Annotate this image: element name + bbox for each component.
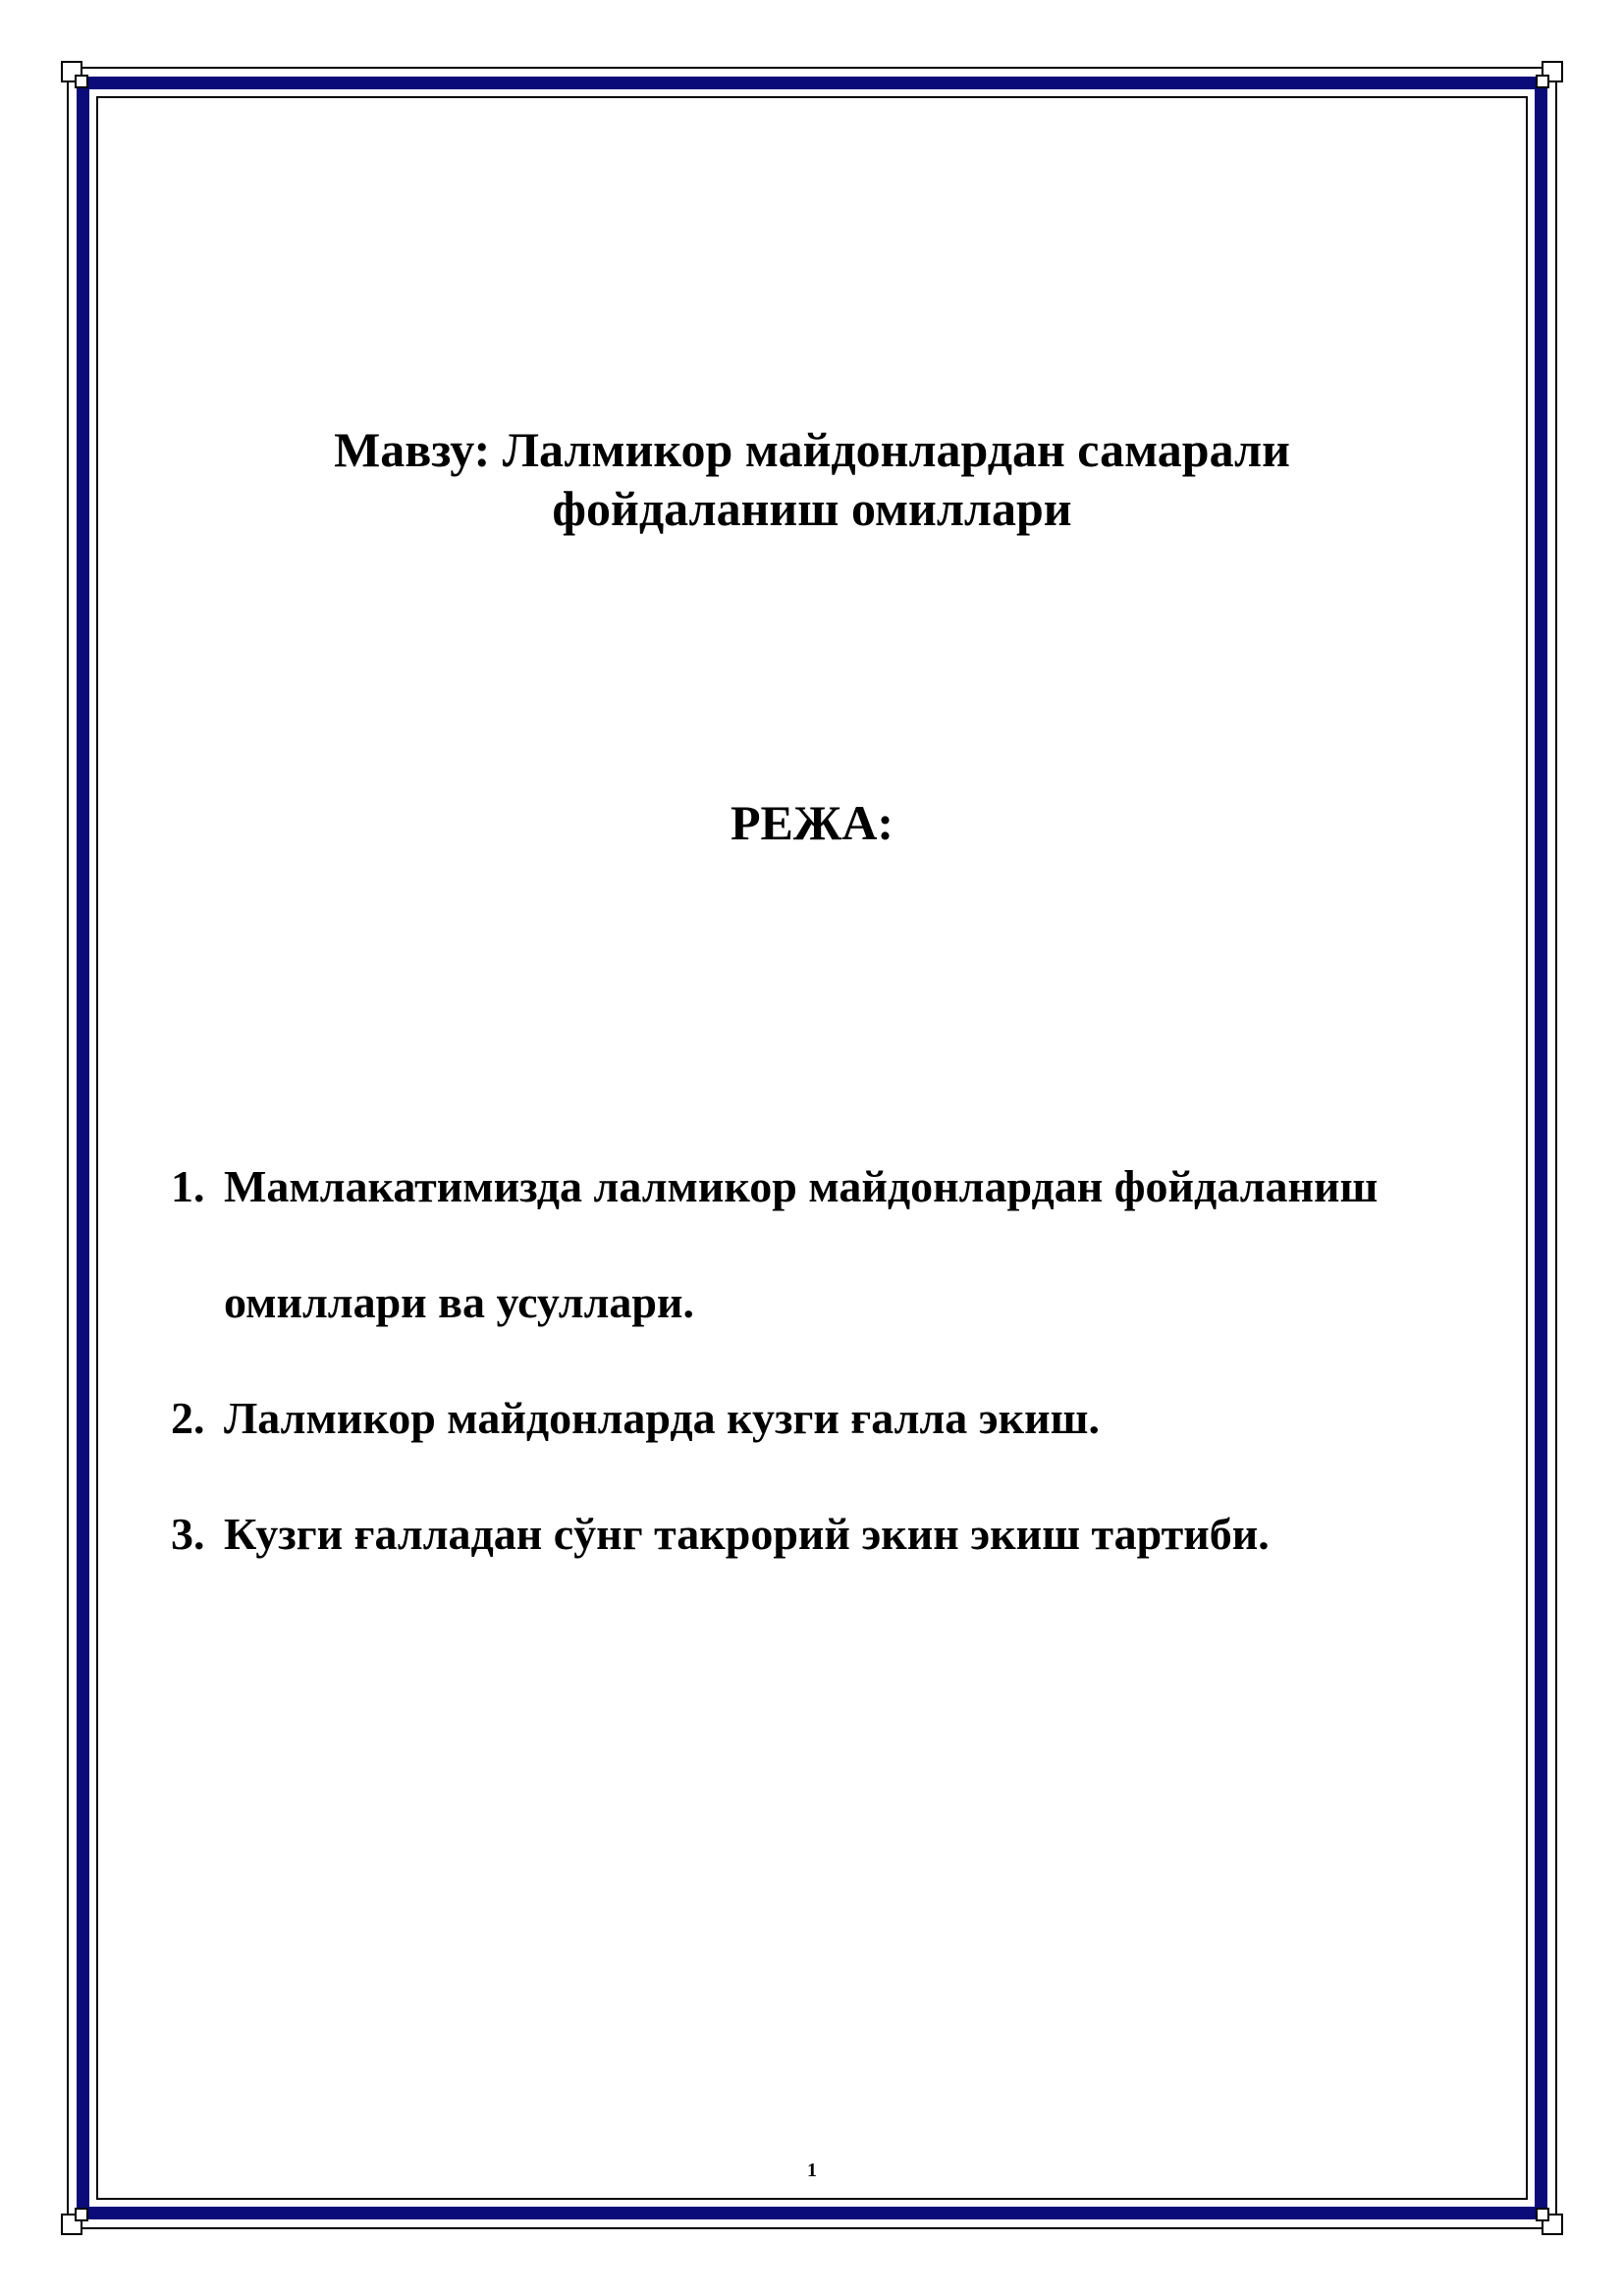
plan-item-text: Кузги ғалладан сўнг такрорий экин экиш тартиби.	[224, 1509, 1270, 1559]
border-corner-ornament-bottom-right	[1522, 2194, 1563, 2235]
plan-list	[171, 1129, 1506, 1592]
border-corner-ornament-top-right	[1522, 61, 1563, 102]
plan-item-text: Лалмикор майдонларда кузги ғалла экиш.	[224, 1393, 1101, 1443]
plan-item	[171, 1129, 1506, 1361]
page-number: 1	[807, 2160, 817, 2181]
plan-item-number: 1.	[171, 1161, 205, 1211]
plan-item-number: 2.	[171, 1393, 205, 1443]
plan-item-number: 3.	[171, 1509, 205, 1559]
plan-item	[171, 1476, 1506, 1592]
plan-item-text: Мамлакатимизда лалмикор майдонлардан фойдаланиш омиллари ва усуллари.	[224, 1161, 1379, 1327]
plan-item	[171, 1361, 1506, 1476]
border-corner-ornament-top-left	[61, 61, 102, 102]
border-corner-ornament-bottom-left	[61, 2194, 102, 2235]
plan-heading: РЕЖА:	[730, 795, 894, 850]
document-title: Мавзу: Лалмикор майдонлардан самарали фойдаланиш омиллари	[334, 422, 1290, 536]
